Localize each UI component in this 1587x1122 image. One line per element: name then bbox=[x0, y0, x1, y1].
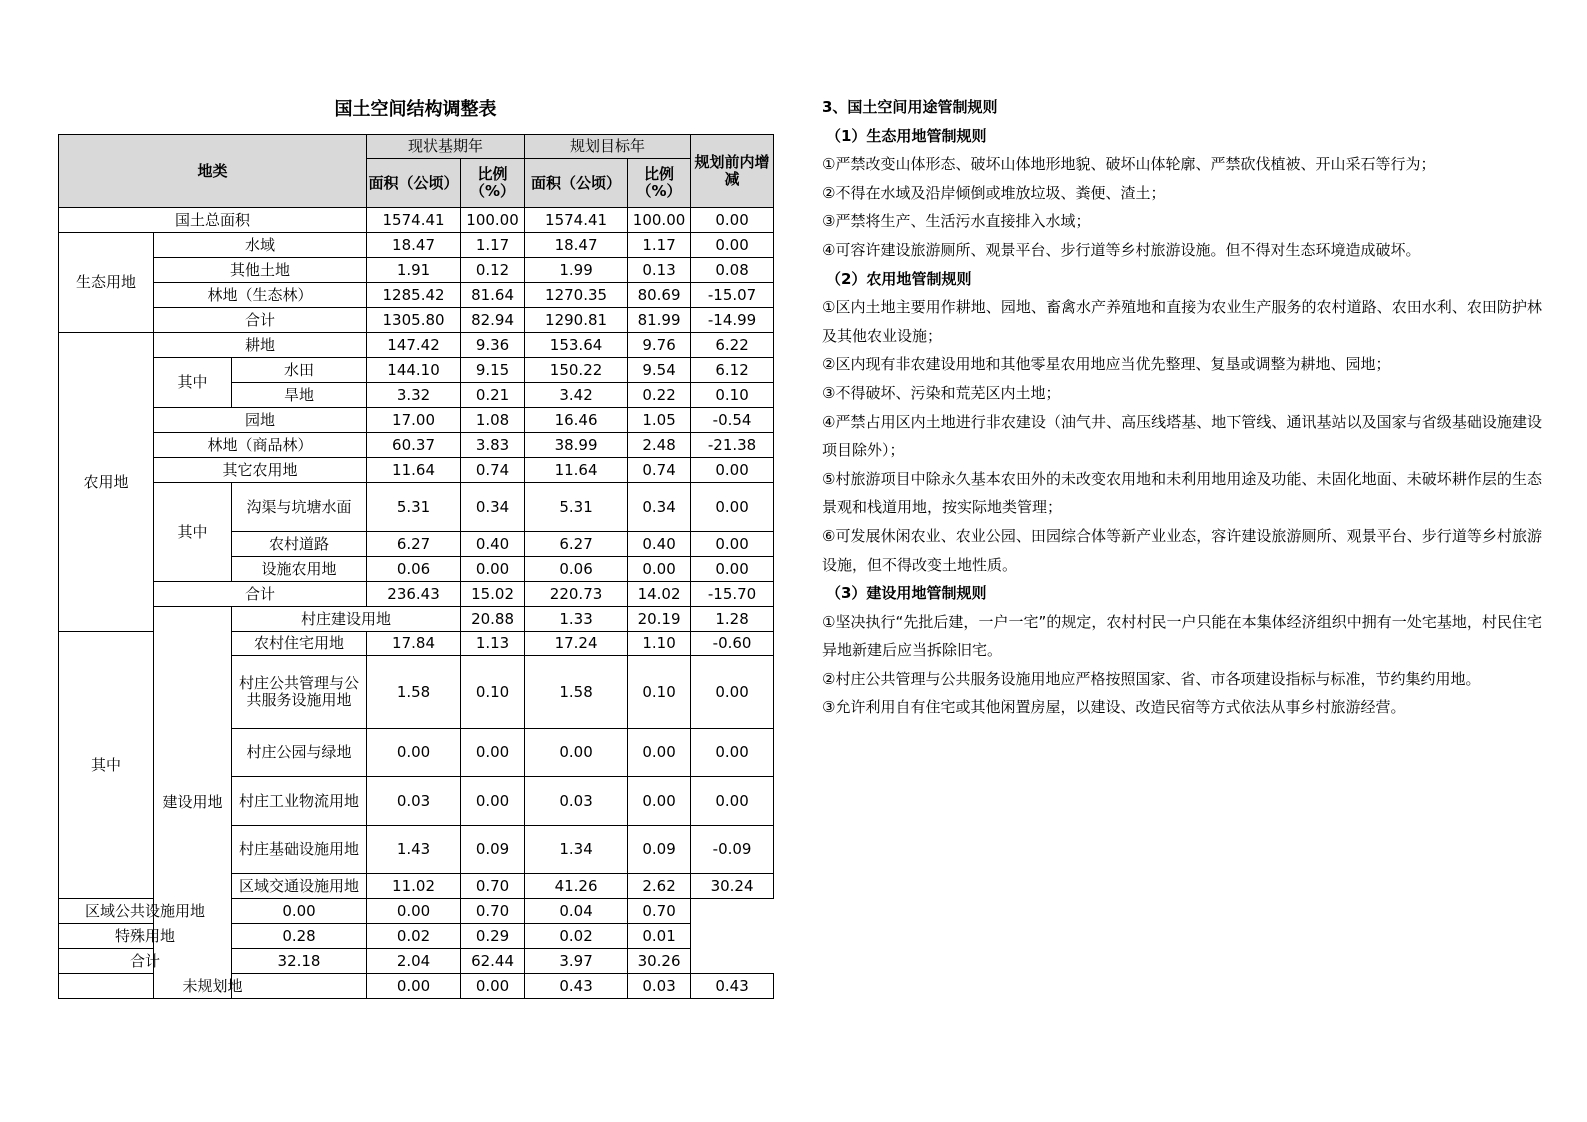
cell-value: -0.60 bbox=[691, 632, 774, 656]
cell-value: 0.08 bbox=[691, 258, 774, 283]
cell-value: 144.10 bbox=[367, 358, 461, 383]
cell-value: 0.34 bbox=[461, 483, 525, 532]
cell-value: 1305.80 bbox=[367, 308, 461, 333]
cell-value: 38.99 bbox=[525, 433, 628, 458]
cell-value: 11.02 bbox=[367, 874, 461, 899]
cell-value: 2.48 bbox=[628, 433, 691, 458]
rule-item: ③不得破坏、污染和荒芜区内土地； bbox=[822, 383, 1061, 402]
cell-value: 1.58 bbox=[525, 656, 628, 729]
cell-value: 0.00 bbox=[461, 557, 525, 582]
cell-value: 1.43 bbox=[367, 826, 461, 874]
cell-value: 0.13 bbox=[628, 258, 691, 283]
cell-value: 100.00 bbox=[461, 208, 525, 233]
row-label: 村庄工业物流用地 bbox=[232, 777, 367, 826]
table-row bbox=[59, 333, 774, 358]
cell-value: 80.69 bbox=[628, 283, 691, 308]
row-label: 耕地 bbox=[154, 333, 367, 358]
cell-value: -21.38 bbox=[691, 433, 774, 458]
row-label: 园地 bbox=[154, 408, 367, 433]
land-structure-table bbox=[58, 134, 774, 999]
cell-value: 17.00 bbox=[367, 408, 461, 433]
section-heading-agri: （2）农用地管制规则 bbox=[826, 269, 972, 288]
table-row bbox=[59, 358, 774, 383]
cell-value: 0.00 bbox=[628, 777, 691, 826]
cell-value: 2.04 bbox=[367, 949, 461, 974]
cell-value: 9.54 bbox=[628, 358, 691, 383]
cell-value: 6.27 bbox=[367, 532, 461, 557]
row-label: 农村道路 bbox=[232, 532, 367, 557]
cell-value: 0.22 bbox=[628, 383, 691, 408]
cell-value: 60.37 bbox=[367, 433, 461, 458]
rule-item: ④严禁占用区内土地进行非农建设（油气井、高压线塔基、地下管线、通讯基站以及国家与省级基础设施建设项目除外）； bbox=[822, 412, 1542, 460]
cell-value: 18.47 bbox=[367, 233, 461, 258]
cell-value: 0.00 bbox=[367, 729, 461, 777]
cell-value: 0.74 bbox=[461, 458, 525, 483]
cell-value: 0.00 bbox=[691, 458, 774, 483]
table-row bbox=[59, 899, 774, 924]
cell-value: 20.88 bbox=[461, 607, 525, 632]
cell-value: 0.34 bbox=[628, 483, 691, 532]
control-rules bbox=[822, 93, 1542, 722]
cell-value: -0.54 bbox=[691, 408, 774, 433]
cell-value: 11.64 bbox=[525, 458, 628, 483]
rule-item: ②区内现有非农建设用地和其他零星农用地应当优先整理、复垦或调整为耕地、园地； bbox=[822, 355, 1391, 374]
cell-value: 6.12 bbox=[691, 358, 774, 383]
cell-value: 5.31 bbox=[525, 483, 628, 532]
cell-value: 1.10 bbox=[628, 632, 691, 656]
row-label: 村庄公共管理与公共服务设施用地 bbox=[232, 656, 367, 729]
cell-value: 1574.41 bbox=[367, 208, 461, 233]
cell-value: 0.01 bbox=[628, 924, 691, 949]
table-row bbox=[59, 408, 774, 433]
rule-item: ②村庄公共管理与公共服务设施用地应严格按照国家、省、市各项建设指标与标准，节约集约用地。 bbox=[822, 669, 1481, 688]
cell-value: 3.42 bbox=[525, 383, 628, 408]
row-label: 合计 bbox=[59, 949, 232, 974]
cell-value: 16.46 bbox=[525, 408, 628, 433]
table-row bbox=[59, 308, 774, 333]
cell-value: 0.12 bbox=[461, 258, 525, 283]
table-row bbox=[59, 582, 774, 607]
cell-value: 15.02 bbox=[461, 582, 525, 607]
cell-value: 0.00 bbox=[691, 532, 774, 557]
cell-value: 0.00 bbox=[691, 233, 774, 258]
cell-value: 1574.41 bbox=[525, 208, 628, 233]
subgroup-label: 其中 bbox=[154, 358, 232, 408]
cell-value: 0.10 bbox=[628, 656, 691, 729]
row-label: 林地（商品林） bbox=[154, 433, 367, 458]
cell-value: 1.28 bbox=[691, 607, 774, 632]
table-row bbox=[59, 283, 774, 308]
cell-value: 0.06 bbox=[525, 557, 628, 582]
rule-item: ③允许利用自有住宅或其他闲置房屋，以建设、改造民宿等方式依法从事乡村旅游经营。 bbox=[822, 698, 1406, 717]
header-change: 规划前内增减 bbox=[691, 135, 774, 208]
rule-item: ③严禁将生产、生活污水直接排入水域； bbox=[822, 212, 1091, 231]
cell-value: 18.47 bbox=[525, 233, 628, 258]
cell-value: 32.18 bbox=[232, 949, 367, 974]
cell-value: 11.64 bbox=[367, 458, 461, 483]
cell-value: 0.00 bbox=[461, 729, 525, 777]
cell-value: 1.33 bbox=[525, 607, 628, 632]
cell-value: -15.07 bbox=[691, 283, 774, 308]
cell-value: 0.00 bbox=[461, 777, 525, 826]
cell-value: 0.00 bbox=[691, 557, 774, 582]
cell-value: 0.09 bbox=[461, 826, 525, 874]
cell-value: 153.64 bbox=[525, 333, 628, 358]
rule-item: ⑥可发展休闲农业、农业公园、田园综合体等新产业业态，容许建设旅游厕所、观景平台、步行道等乡村旅游设施，但不得改变土地性质。 bbox=[822, 526, 1542, 574]
cell-value: 150.22 bbox=[525, 358, 628, 383]
cell-value: 0.00 bbox=[628, 729, 691, 777]
cell-value: 0.04 bbox=[525, 899, 628, 924]
table-row bbox=[59, 208, 774, 233]
row-label: 沟渠与坑塘水面 bbox=[232, 483, 367, 532]
cell-value: 0.40 bbox=[461, 532, 525, 557]
rule-item: ⑤村旅游项目中除永久基本农田外的未改变农用地和未利用地用途及功能、未固化地面、未破坏耕作层的生态景观和栈道用地，按实际地类管理； bbox=[822, 469, 1542, 517]
group-label-eco: 生态用地 bbox=[59, 233, 154, 333]
cell-value: 0.10 bbox=[461, 656, 525, 729]
row-label: 农村住宅用地 bbox=[232, 632, 367, 656]
cell-value: 62.44 bbox=[461, 949, 525, 974]
cell-value: 0.29 bbox=[461, 924, 525, 949]
cell-value: 0.03 bbox=[525, 777, 628, 826]
cell-value: 0.74 bbox=[628, 458, 691, 483]
cell-value: 1.91 bbox=[367, 258, 461, 283]
cell-value: 236.43 bbox=[367, 582, 461, 607]
table-row bbox=[59, 258, 774, 283]
cell-value: 0.00 bbox=[367, 899, 461, 924]
cell-value: 3.83 bbox=[461, 433, 525, 458]
cell-value: -15.70 bbox=[691, 582, 774, 607]
cell-value: 1270.35 bbox=[525, 283, 628, 308]
table-row bbox=[59, 458, 774, 483]
cell-value: 0.00 bbox=[691, 777, 774, 826]
row-label: 设施农用地 bbox=[232, 557, 367, 582]
section-heading-eco: （1）生态用地管制规则 bbox=[826, 126, 987, 145]
cell-value: -14.99 bbox=[691, 308, 774, 333]
cell-value: -0.09 bbox=[691, 826, 774, 874]
cell-value: 1.13 bbox=[461, 632, 525, 656]
table-row bbox=[59, 233, 774, 258]
cell-value: 0.00 bbox=[232, 899, 367, 924]
row-label: 其他土地 bbox=[154, 258, 367, 283]
cell-value: 0.70 bbox=[461, 874, 525, 899]
header-current-year: 现状基期年 bbox=[367, 135, 525, 159]
row-label: 国土总面积 bbox=[59, 208, 367, 233]
subgroup-label: 其中 bbox=[154, 483, 232, 582]
cell-value: 0.00 bbox=[367, 974, 461, 999]
section-heading-build: （3）建设用地管制规则 bbox=[826, 584, 987, 603]
row-label: 其它农用地 bbox=[154, 458, 367, 483]
cell-value: 0.00 bbox=[525, 729, 628, 777]
row-label: 未规划地 bbox=[59, 974, 367, 999]
row-label: 村庄公园与绿地 bbox=[232, 729, 367, 777]
cell-value: 9.36 bbox=[461, 333, 525, 358]
row-label: 水域 bbox=[154, 233, 367, 258]
cell-value: 1.17 bbox=[628, 233, 691, 258]
cell-value: 2.62 bbox=[628, 874, 691, 899]
cell-value: 0.00 bbox=[691, 729, 774, 777]
cell-value: 0.00 bbox=[691, 208, 774, 233]
cell-value: 0.03 bbox=[367, 777, 461, 826]
cell-value: 0.00 bbox=[691, 483, 774, 532]
cell-value: 0.00 bbox=[461, 974, 525, 999]
row-label: 旱地 bbox=[232, 383, 367, 408]
table-row bbox=[59, 949, 774, 974]
header-ratio-current: 比例（%） bbox=[461, 159, 525, 208]
table-row bbox=[59, 974, 774, 999]
row-label: 村庄建设用地 bbox=[232, 607, 461, 632]
row-label: 村庄基础设施用地 bbox=[232, 826, 367, 874]
cell-value: 0.70 bbox=[628, 899, 691, 924]
cell-value: 0.00 bbox=[628, 557, 691, 582]
cell-value: 81.64 bbox=[461, 283, 525, 308]
rule-item: ④可容许建设旅游厕所、观景平台、步行道等乡村旅游设施。但不得对生态环境造成破坏。 bbox=[822, 240, 1421, 259]
table-row bbox=[59, 433, 774, 458]
cell-value: 147.42 bbox=[367, 333, 461, 358]
table-row bbox=[59, 607, 774, 632]
header-area-current: 面积（公顷） bbox=[367, 159, 461, 208]
cell-value: 0.21 bbox=[461, 383, 525, 408]
header-category: 地类 bbox=[59, 135, 367, 208]
rule-item: ①区内土地主要用作耕地、园地、畜禽水产养殖地和直接为农业生产服务的农村道路、农田水利、农田防护林及其他农业设施； bbox=[822, 298, 1542, 345]
subgroup-label: 其中 bbox=[59, 632, 154, 899]
cell-value: 9.15 bbox=[461, 358, 525, 383]
cell-value: 5.31 bbox=[367, 483, 461, 532]
cell-value: 1290.81 bbox=[525, 308, 628, 333]
cell-value: 1.34 bbox=[525, 826, 628, 874]
cell-value: 0.70 bbox=[461, 899, 525, 924]
row-label: 林地（生态林） bbox=[154, 283, 367, 308]
cell-value: 0.02 bbox=[367, 924, 461, 949]
group-label-agri: 农用地 bbox=[59, 333, 154, 632]
cell-value: 220.73 bbox=[525, 582, 628, 607]
cell-value: 1.05 bbox=[628, 408, 691, 433]
header-area-target: 面积（公顷） bbox=[525, 159, 628, 208]
cell-value: 17.84 bbox=[367, 632, 461, 656]
cell-value: 0.10 bbox=[691, 383, 774, 408]
cell-value: 1.58 bbox=[367, 656, 461, 729]
rule-item: ①严禁改变山体形态、破坏山体地形地貌、破坏山体轮廓、严禁砍伐植被、开山采石等行为； bbox=[822, 155, 1436, 174]
group-label-build: 建设用地 bbox=[154, 607, 232, 999]
table-row bbox=[59, 924, 774, 949]
cell-value: 1.17 bbox=[461, 233, 525, 258]
cell-value: 3.32 bbox=[367, 383, 461, 408]
rule-item: ②不得在水域及沿岸倾倒或堆放垃圾、粪便、渣土； bbox=[822, 183, 1166, 202]
cell-value: 0.06 bbox=[367, 557, 461, 582]
cell-value: 20.19 bbox=[628, 607, 691, 632]
row-label: 水田 bbox=[232, 358, 367, 383]
row-label: 合计 bbox=[154, 582, 367, 607]
cell-value: 6.27 bbox=[525, 532, 628, 557]
cell-value: 1.99 bbox=[525, 258, 628, 283]
cell-value: 0.00 bbox=[691, 656, 774, 729]
cell-value: 30.26 bbox=[628, 949, 691, 974]
cell-value: 81.99 bbox=[628, 308, 691, 333]
cell-value: 14.02 bbox=[628, 582, 691, 607]
cell-value: 1285.42 bbox=[367, 283, 461, 308]
row-label: 特殊用地 bbox=[59, 924, 232, 949]
row-label: 区域公共设施用地 bbox=[59, 899, 232, 924]
table-row bbox=[59, 483, 774, 532]
cell-value: 0.43 bbox=[691, 974, 774, 999]
cell-value: 3.97 bbox=[525, 949, 628, 974]
cell-value: 82.94 bbox=[461, 308, 525, 333]
cell-value: 6.22 bbox=[691, 333, 774, 358]
table-title: 国土空间结构调整表 bbox=[334, 99, 497, 120]
cell-value: 9.76 bbox=[628, 333, 691, 358]
cell-value: 100.00 bbox=[628, 208, 691, 233]
row-label: 合计 bbox=[154, 308, 367, 333]
header-target-year: 规划目标年 bbox=[525, 135, 691, 159]
cell-value: 0.09 bbox=[628, 826, 691, 874]
cell-value: 0.02 bbox=[525, 924, 628, 949]
cell-value: 0.40 bbox=[628, 532, 691, 557]
cell-value: 17.24 bbox=[525, 632, 628, 656]
cell-value: 0.28 bbox=[232, 924, 367, 949]
row-label: 区域交通设施用地 bbox=[232, 874, 367, 899]
cell-value: 0.43 bbox=[525, 974, 628, 999]
rules-title: 3、国土空间用途管制规则 bbox=[822, 98, 998, 116]
cell-value: 0.03 bbox=[628, 974, 691, 999]
cell-value: 1.08 bbox=[461, 408, 525, 433]
rule-item: ①坚决执行“先批后建，一户一宅”的规定，农村村民一户只能在本集体经济组织中拥有一处宅基地，村民住宅异地新建后应当拆除旧宅。 bbox=[822, 612, 1542, 660]
header-ratio-target: 比例（%） bbox=[628, 159, 691, 208]
cell-value: 41.26 bbox=[525, 874, 628, 899]
cell-value: 30.24 bbox=[691, 874, 774, 899]
